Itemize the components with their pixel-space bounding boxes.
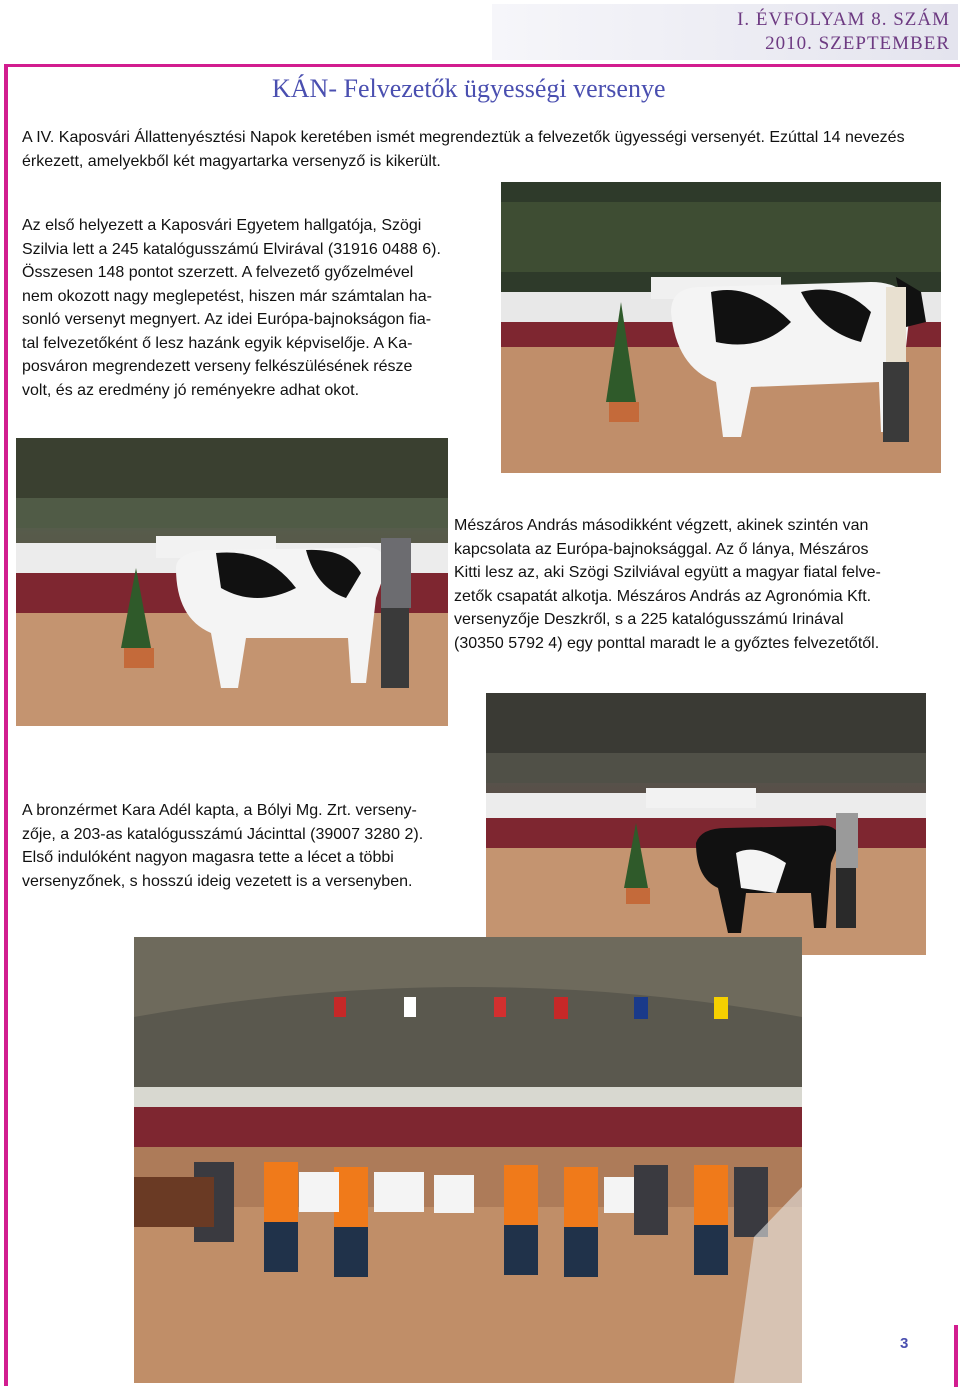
- text-line: Kitti lesz az, aki Szögi Szilviával együtt a magyar fiatal felve-: [454, 564, 881, 581]
- winner-photo: [501, 182, 941, 473]
- text-line: zetők csapatát alkotja. Mészáros András az Agronómia Kft.: [454, 587, 872, 605]
- third-place-photo: [486, 693, 926, 955]
- text-line: Szilvia lett a 245 katalógusszámú Elvirával (31916 0488 6).: [22, 240, 441, 258]
- text-line: volt, és az eredmény jó reményekre adhat okot.: [22, 381, 360, 399]
- issue-info: [737, 8, 950, 56]
- text-line: A bronzérmet Kara Adél kapta, a Bólyi Mg. Zrt. verseny-: [22, 802, 417, 819]
- left-rule: [4, 64, 8, 1386]
- text-line: Az első helyezett a Kaposvári Egyetem hallgatója, Szögi: [22, 217, 422, 234]
- right-rule: [954, 1325, 958, 1387]
- text-line: kapcsolata az Európa-bajnoksággal. Az ő lánya, Mészáros: [454, 540, 869, 558]
- page-number: 3: [900, 1335, 909, 1352]
- winner-paragraph: [22, 214, 492, 402]
- text-line: (30350 5792 4) egy ponttal maradt le a győztes felvezetőtől.: [454, 634, 880, 652]
- text-line: Összesen 148 pontot szerzett. A felvezető győzelmével: [22, 264, 414, 281]
- text-line: tal felvezetőként ő lesz hazánk egyik képviselője. A Ka-: [22, 334, 413, 352]
- issue-number: I. ÉVFOLYAM 8. SZÁM: [737, 9, 950, 30]
- article-title: KÁN- Felvezetők ügyességi versenye: [272, 74, 666, 103]
- issue-date: 2010. SZEPTEMBER: [765, 33, 950, 54]
- text-line: sonló versenyt megnyert. Az idei Európa-bajnokságon fia-: [22, 311, 432, 328]
- second-place-paragraph: [454, 514, 954, 655]
- third-place-paragraph: [22, 799, 492, 893]
- text-line: zője, a 203-as katalógusszámú Jácinttal (39007 3280 2).: [22, 825, 424, 843]
- second-place-photo: [16, 438, 448, 726]
- top-rule: [4, 64, 960, 67]
- text-line: nem okozott nagy meglepetést, hiszen már számtalan ha-: [22, 287, 432, 305]
- text-line: posváron megrendezett verseny felkészülésének része: [22, 358, 413, 375]
- group-photo: [134, 937, 802, 1383]
- text-line: versenyzőnek, s hosszú ideig vezetett is a versenyben.: [22, 872, 413, 890]
- intro-paragraph: A IV. Kaposvári Állattenyésztési Napok keretében ismét megrendeztük a felvezetők ügyességi versenyét. Ezúttal 14 nevezés érkezett, amelyekből két magyartarka versenyző is kikerült.: [22, 129, 905, 170]
- text-line: Első indulóként nagyon magasra tette a lécet a többi: [22, 849, 394, 866]
- text-line: versenyzője Deszkről, s a 225 katalógusszámú Irinával: [454, 611, 844, 628]
- text-line: Mészáros András másodikként végzett, akinek szintén van: [454, 517, 869, 534]
